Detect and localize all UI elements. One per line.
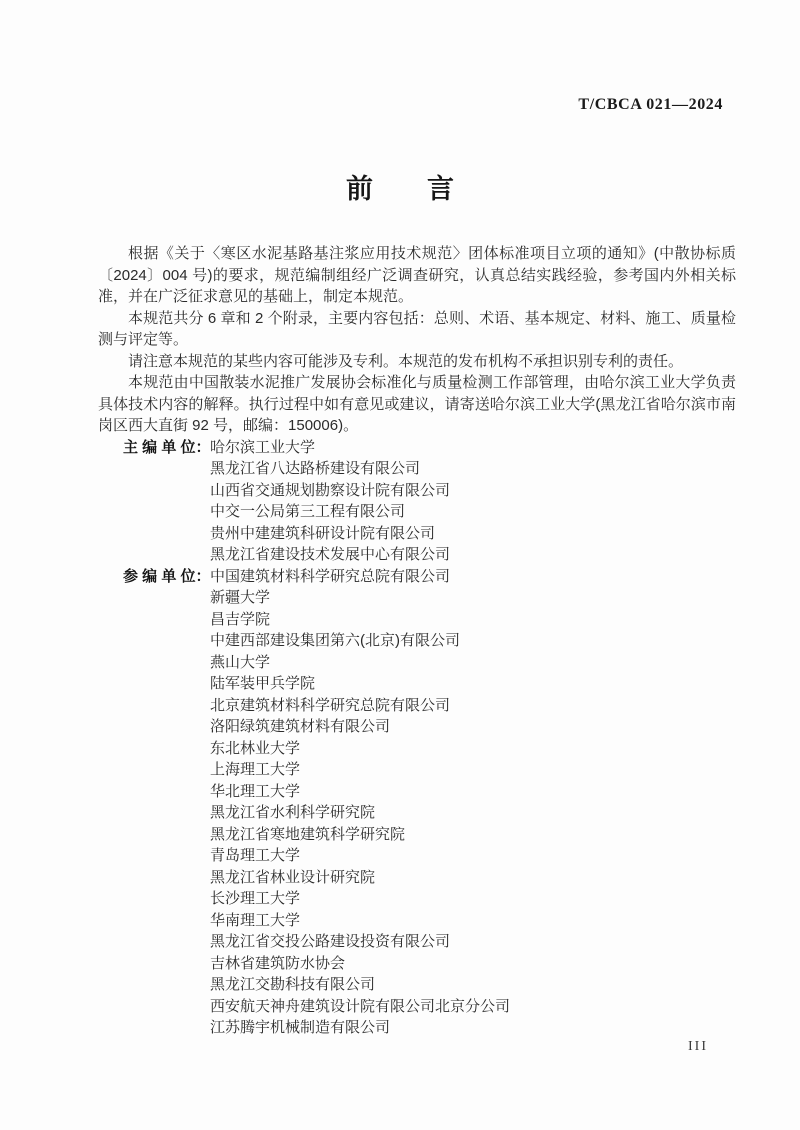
paragraph: 本规范由中国散装水泥推广发展协会标准化与质量检测工作部管理，由哈尔滨工业大学负责具体技术内容的解释。执行过程中如有意见或建议，请寄送哈尔滨工业大学(黑龙江省哈尔滨市南岗区西大直街 92 号，邮编：150006)。: [98, 374, 736, 434]
list-item: 黑龙江省寒地建筑科学研究院: [210, 825, 406, 843]
list-item: 西安航天神舟建筑设计院有限公司北京分公司: [210, 997, 511, 1015]
chief-units-block: [123, 437, 736, 566]
list-item: 洛阳绿筑建筑材料有限公司: [210, 718, 391, 735]
list-item: 燕山大学: [210, 653, 271, 671]
chief-units-list: [210, 437, 736, 566]
list-item: 中国建筑材料科学研究总院有限公司: [210, 567, 451, 585]
list-item: 昌吉学院: [210, 610, 271, 628]
standard-code: T/CBCA 021—2024: [578, 96, 723, 113]
list-item: 中建西部建设集团第六(北京)有限公司: [210, 632, 460, 649]
list-item: 黑龙江省八达路桥建设有限公司: [210, 460, 421, 477]
page-number: III: [688, 1039, 708, 1054]
list-item: 吉林省建筑防水协会: [210, 954, 346, 972]
list-item: 贵州中建建筑科研设计院有限公司: [210, 524, 436, 542]
list-item: 青岛理工大学: [210, 847, 301, 864]
list-item: 黑龙江省水利科学研究院: [210, 804, 376, 821]
list-item: 黑龙江省建设技术发展中心有限公司: [210, 546, 451, 563]
list-item: 黑龙江省交投公路建设投资有限公司: [210, 933, 451, 950]
foreword-body: [98, 243, 736, 1039]
list-item: 东北林业大学: [210, 739, 301, 757]
list-item: 华北理工大学: [210, 782, 301, 800]
list-item: 黑龙江交勘科技有限公司: [210, 976, 376, 993]
list-item: 陆军装甲兵学院: [210, 675, 316, 692]
participating-units-list: [210, 566, 736, 1039]
list-item: 上海理工大学: [210, 761, 301, 778]
participating-units-label: 参 编 单 位：: [123, 567, 211, 585]
list-item: 新疆大学: [210, 589, 271, 606]
list-item: 华南理工大学: [210, 911, 301, 929]
chief-units-label: 主 编 单 位：: [123, 438, 211, 456]
paragraph: 请注意本规范的某些内容可能涉及专利。本规范的发布机构不承担识别专利的责任。: [128, 352, 684, 370]
participating-units-block: [123, 566, 736, 1039]
list-item: 中交一公局第三工程有限公司: [210, 503, 406, 520]
list-item: 北京建筑材料科学研究总院有限公司: [210, 696, 451, 714]
paragraph: 本规范共分 6 章和 2 个附录，主要内容包括：总则、术语、基本规定、材料、施工、质量检测与评定等。: [98, 309, 736, 348]
paragraph: 根据《关于〈寒区水泥基路基注浆应用技术规范〉团体标准项目立项的通知》(中散协标质〔2024〕004 号)的要求，规范编制组经广泛调查研究，认真总结实践经验，参考国内外相关标准，并在广泛征求意见的基础上，制定本规范。: [98, 245, 736, 305]
list-item: 山西省交通规划勘察设计院有限公司: [210, 481, 451, 499]
list-item: 长沙理工大学: [210, 890, 301, 907]
list-item: 江苏腾宇机械制造有限公司: [210, 1019, 391, 1036]
list-item: 黑龙江省林业设计研究院: [210, 868, 376, 886]
page-title: 前 言: [346, 174, 454, 204]
list-item: 哈尔滨工业大学: [210, 438, 316, 456]
